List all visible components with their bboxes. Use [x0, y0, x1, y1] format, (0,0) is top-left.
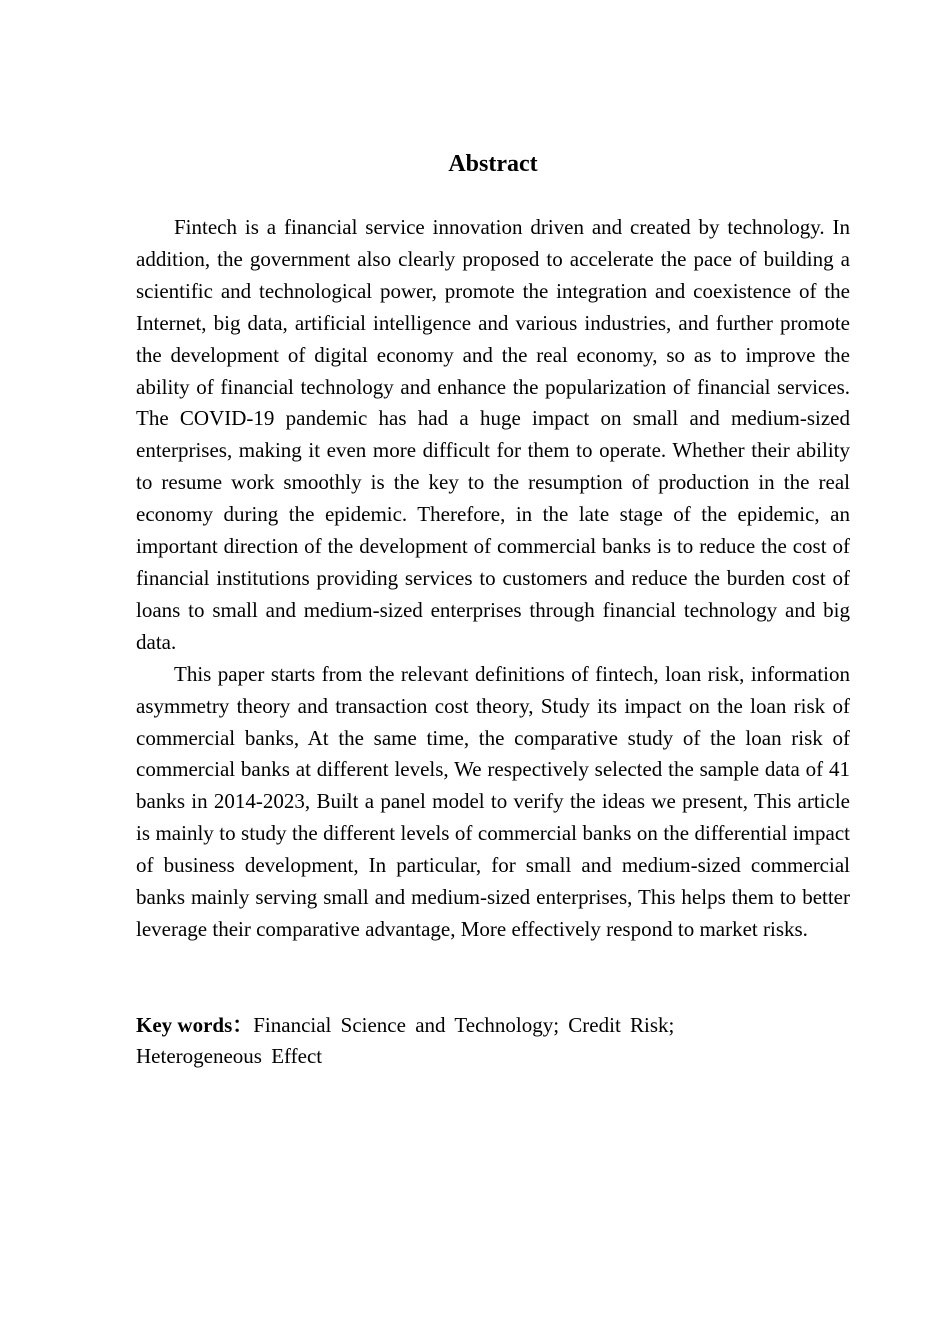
- keywords-line: [136, 1010, 736, 1072]
- abstract-paragraph-2: This paper starts from the relevant definitions of fintech, loan risk, information asymmetry theory and transaction cost theory, Study its impact on the loan risk of commercial banks, At the same time, the comparative study of the loan risk of commercial banks at different levels, We respectively selected the sample data of 41 banks in 2014-2023, Built a panel model to verify the ideas we present, This article is mainly to study the different levels of commercial banks on the differential impact of business development, In particular, for small and medium-sized commercial banks mainly serving small and medium-sized enterprises, This helps them to better leverage their comparative advantage, More effectively respond to market risks.: [136, 661, 850, 941]
- keywords-text: Financial Science and Technology; Credit Risk; Heterogeneous Effect: [136, 1013, 675, 1068]
- abstract-paragraph-1: Fintech is a financial service innovation driven and created by technology. In addition, the government also clearly proposed to accelerate the pace of building a scientific and technological power, promote the integration and coexistence of the Internet, big data, artificial intelligence and various industries, and further promote the development of digital economy and the real economy, so as to improve the ability of financial technology and enhance the popularization of financial services. The COVID-19 pandemic has had a huge impact on small and medium-sized enterprises, making it even more difficult for them to operate. Whether their ability to resume work smoothly is the key to the resumption of production in the real economy during the epidemic. Therefore, in the late stage of the epidemic, an important direction of the development of commercial banks is to reduce the cost of financial institutions providing services to customers and reduce the burden cost of loans to small and medium-sized enterprises through financial technology and big data.: [136, 215, 850, 654]
- abstract-body: [136, 212, 850, 946]
- keywords-label: Key words：: [136, 1013, 254, 1037]
- page-title: Abstract: [448, 151, 538, 177]
